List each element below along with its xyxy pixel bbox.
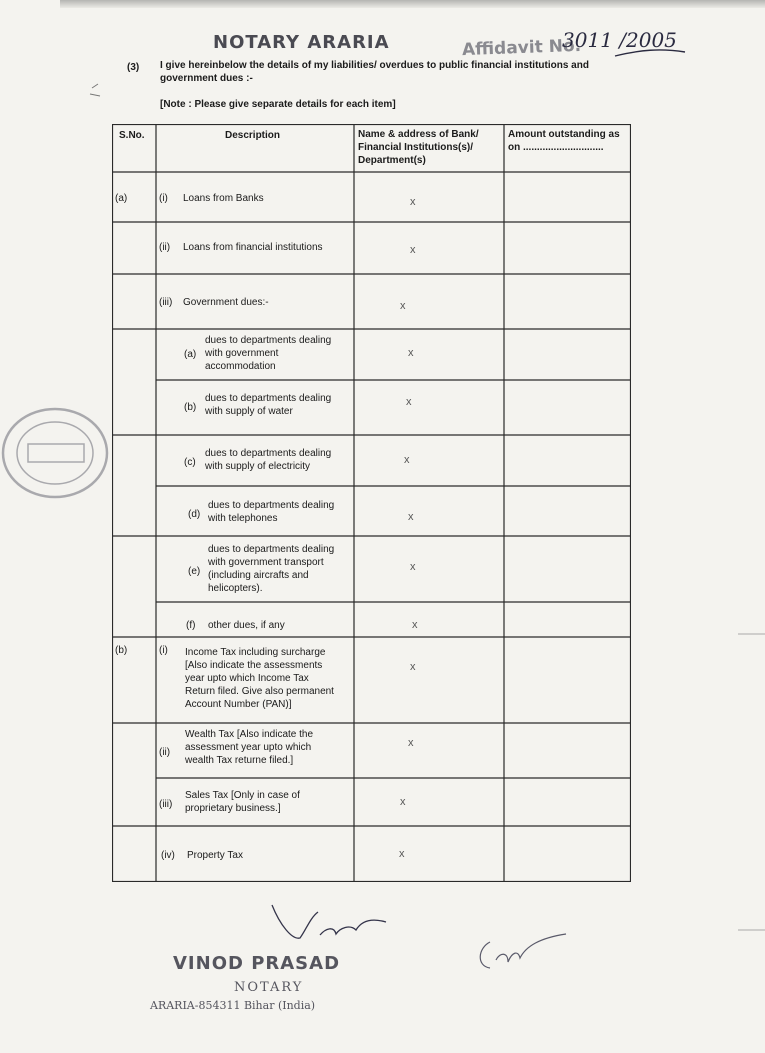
row-num: (ii)	[159, 242, 171, 253]
row-mark: x	[408, 347, 414, 359]
row-mark: x	[412, 619, 418, 631]
row-mark: x	[410, 196, 416, 208]
row-mark: x	[404, 454, 410, 466]
signature-notary	[272, 905, 386, 938]
signature-deponent	[480, 934, 566, 968]
row-sno: (b)	[115, 645, 128, 656]
row-description: dues to departments dealing with government accommodation	[205, 335, 332, 372]
row-mark: x	[410, 661, 416, 673]
row-description: dues to departments dealing with government transport (including aircrafts and helicopters).	[208, 544, 335, 594]
row-description: Loans from Banks	[183, 193, 264, 204]
intro-text	[160, 59, 640, 85]
header-description: Description	[225, 130, 281, 141]
liabilities-table	[112, 124, 631, 882]
notary-header-stamp: NOTARY ARARIA	[213, 32, 390, 53]
row-num: (d)	[188, 509, 201, 520]
row-mark: x	[399, 848, 405, 860]
row-description: dues to departments dealing with supply of electricity	[205, 448, 332, 472]
table-grid-lines	[112, 124, 631, 882]
stamp-title: NOTARY	[234, 980, 304, 995]
row-num: (c)	[184, 457, 196, 468]
row-mark: x	[410, 561, 416, 573]
row-description: dues to departments dealing with supply of water	[205, 393, 332, 417]
affidavit-label: Affidavit No.	[461, 35, 582, 61]
scan-top-edge	[60, 0, 765, 8]
note-text: [Note : Please give separate details for each item]	[160, 99, 396, 110]
header-amount: Amount outstanding as on .............................	[508, 129, 620, 153]
intro-line-1: I give hereinbelow the details of my liabilities/ overdues to public financial institutions and	[160, 60, 589, 71]
row-num: (i)	[159, 193, 168, 204]
intro-line-2: government dues :-	[160, 73, 253, 84]
row-description: Sales Tax [Only in case of proprietary business.]	[185, 790, 300, 814]
header-bank: Name & address of Bank/ Financial Institutions(s)/ Department(s)	[358, 129, 479, 166]
row-num: (f)	[186, 620, 196, 631]
row-description: Income Tax including surcharge [Also indicate the assessments year upto which Income Tax Return filed. Give also permanent Account Number (PAN)]	[185, 647, 334, 710]
header-sno: S.No.	[119, 130, 145, 141]
row-description: Government dues:-	[183, 297, 269, 308]
row-num: (b)	[184, 402, 197, 413]
row-mark: x	[408, 511, 414, 523]
notary-seal	[3, 409, 107, 497]
affidavit-number-handwritten: 3011 /2005	[562, 28, 677, 52]
section-number: (3)	[127, 62, 140, 73]
row-mark: x	[406, 396, 412, 408]
row-description: dues to departments dealing with telephones	[208, 500, 335, 524]
row-num: (a)	[184, 349, 197, 360]
row-num: (iv)	[161, 850, 175, 861]
row-num: (i)	[159, 645, 168, 656]
row-num: (ii)	[159, 747, 171, 758]
row-num: (iii)	[159, 297, 173, 308]
stamp-address: ARARIA-854311 Bihar (India)	[150, 999, 316, 1012]
row-description: Property Tax	[187, 850, 243, 861]
row-mark: x	[400, 796, 406, 808]
row-mark: x	[408, 737, 414, 749]
row-description: Wealth Tax [Also indicate the assessment year upto which wealth Tax returne filed.]	[185, 729, 314, 766]
row-mark: x	[400, 300, 406, 312]
row-description: other dues, if any	[208, 620, 285, 631]
row-mark: x	[410, 244, 416, 256]
row-num: (iii)	[159, 799, 173, 810]
row-sno: (a)	[115, 193, 128, 204]
row-description: Loans from financial institutions	[183, 242, 323, 253]
stamp-name: VINOD PRASAD	[173, 953, 341, 974]
row-num: (e)	[188, 566, 201, 577]
